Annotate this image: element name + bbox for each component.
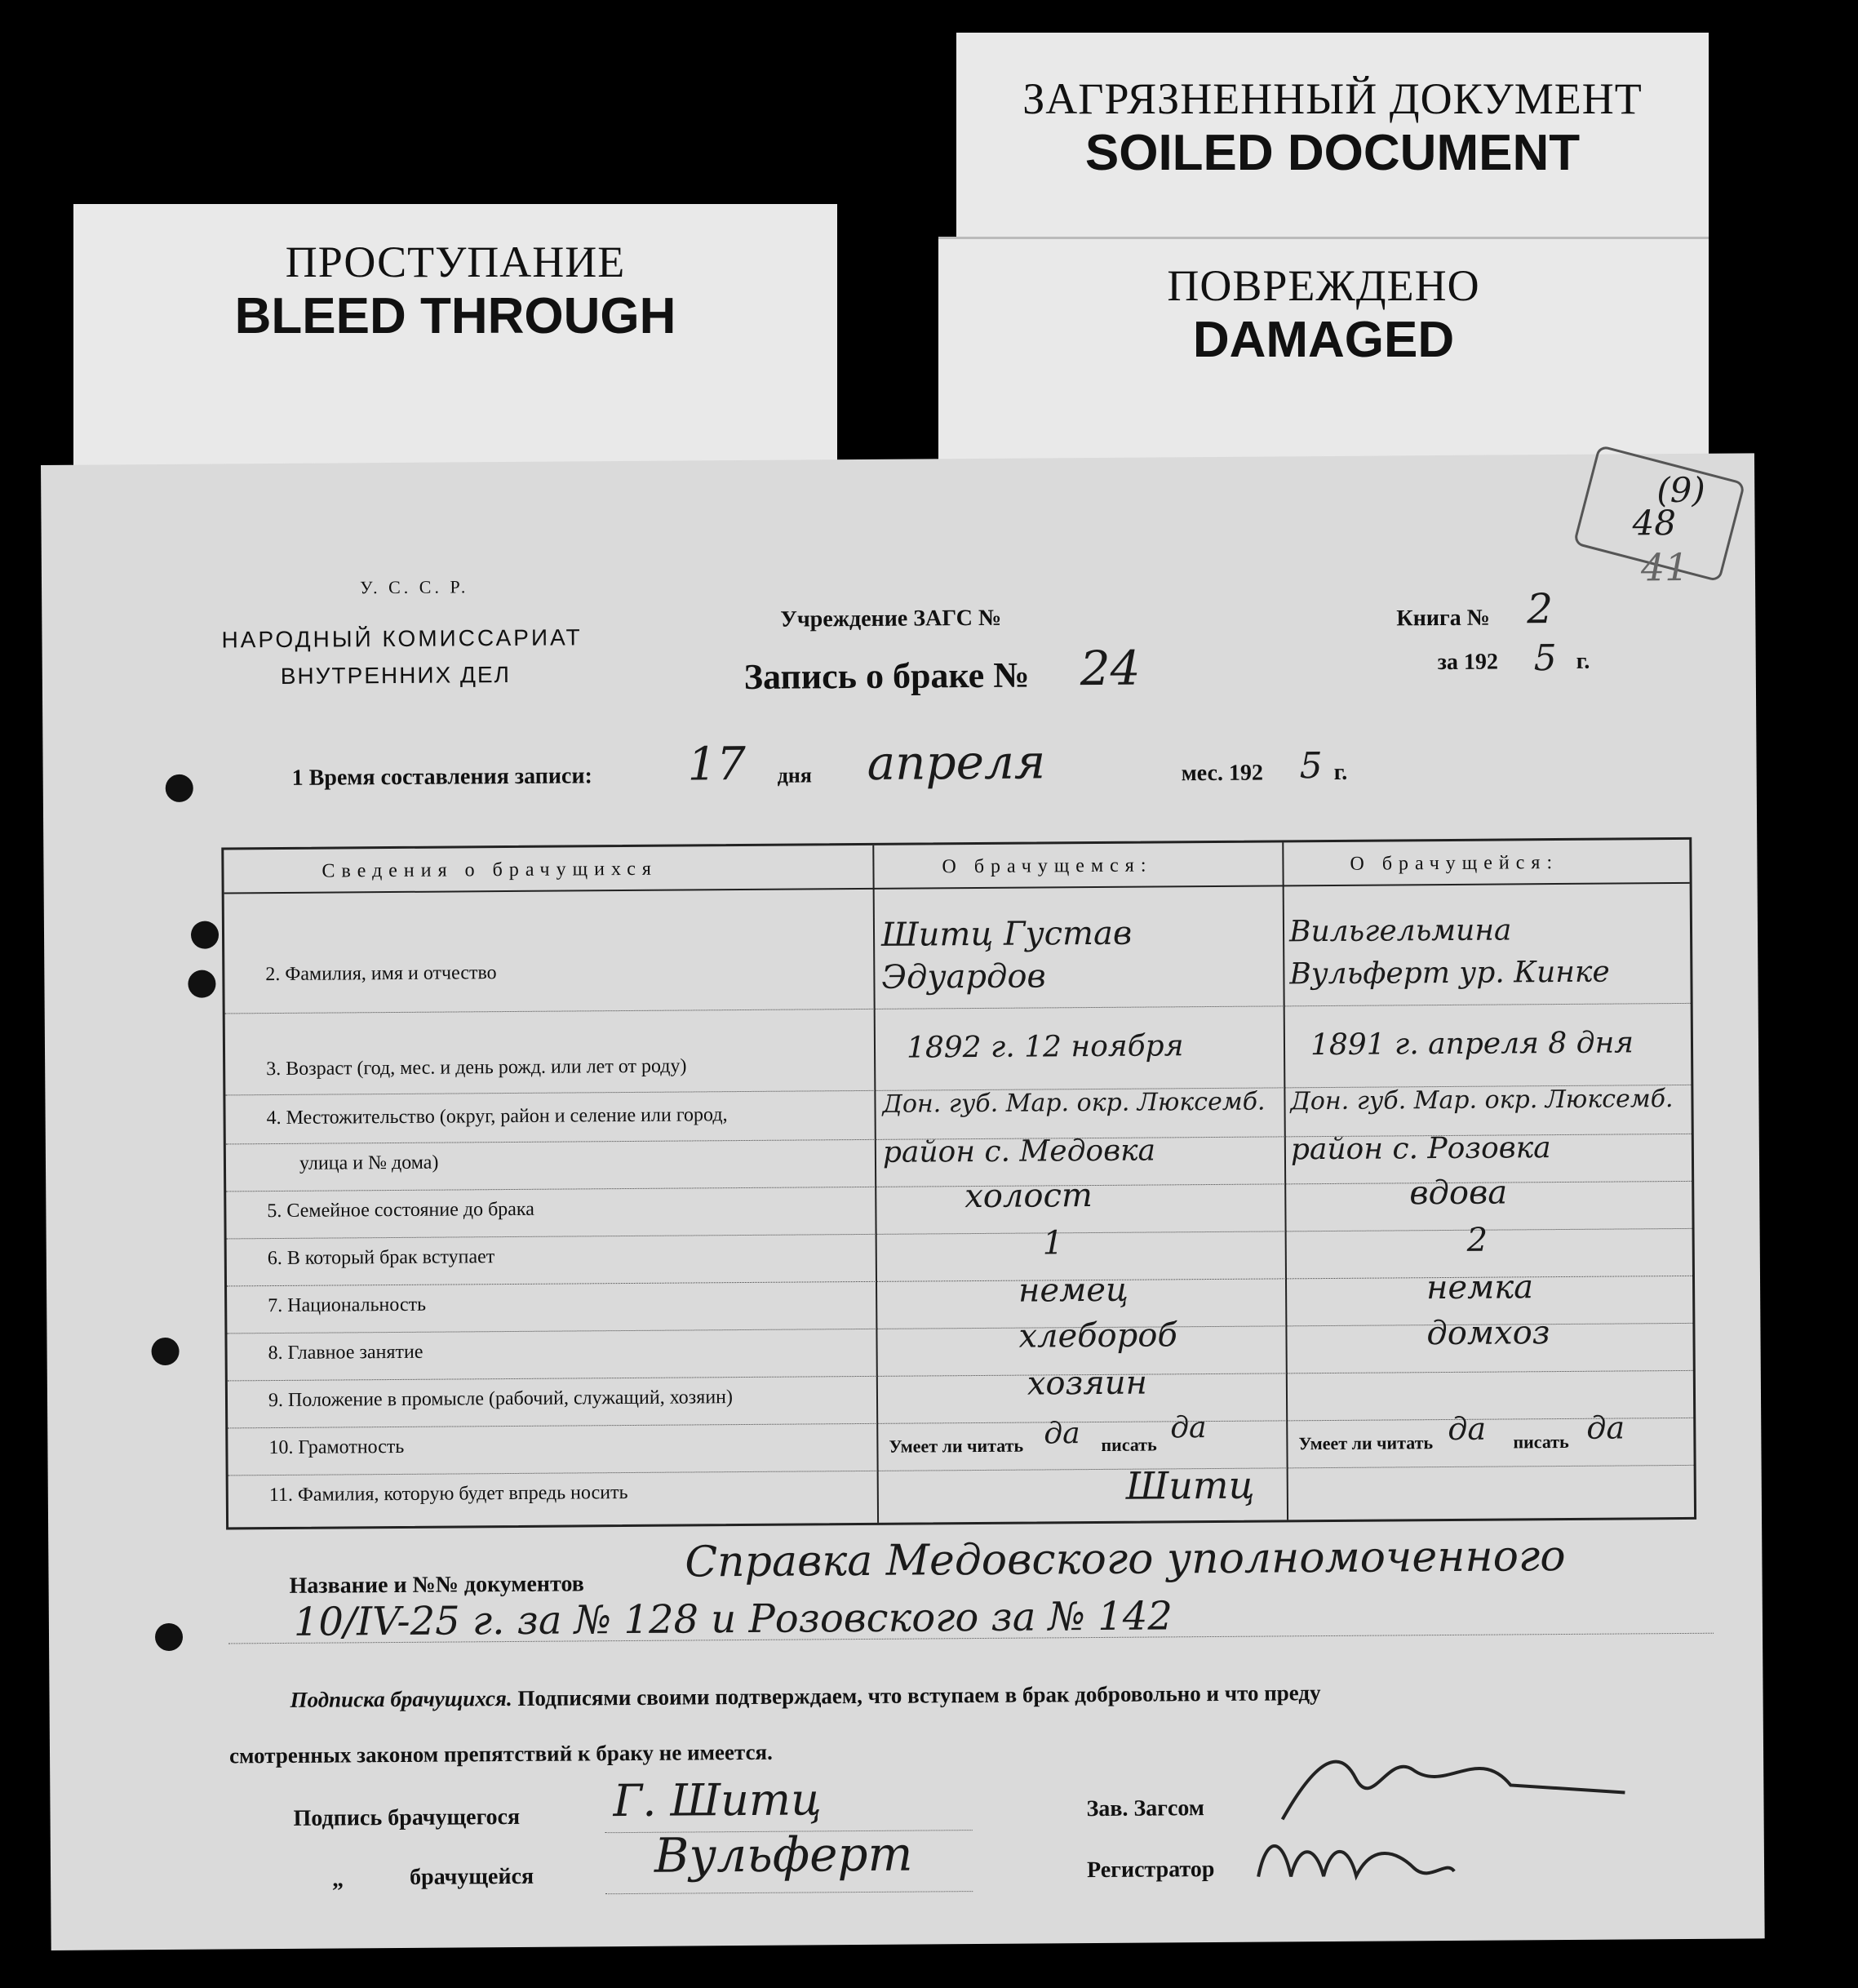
tag-damaged-en: DAMAGED (1192, 312, 1455, 368)
commissariat-line2: ВНУТРЕННИХ ДЕЛ (280, 661, 512, 689)
date-label: 1 Время составления записи: (291, 763, 592, 791)
tag-bleed-en: BLEED THROUGH (234, 288, 676, 344)
registrar-signature-scribble (1250, 1826, 1463, 1901)
punch-hole (188, 970, 215, 998)
date-year-suffix: г. (1333, 759, 1348, 785)
groom-marital: холост (964, 1177, 1093, 1216)
year-digit: 5 (1533, 637, 1557, 680)
row-label: 5. Семейное состояние до брака (267, 1198, 534, 1223)
record-number: 24 (1080, 640, 1141, 697)
bride-signature: Вульферт (654, 1826, 913, 1884)
bride-marriage-count: 2 (1466, 1221, 1488, 1259)
row-label: 2. Фамилия, имя и отчество (265, 962, 497, 986)
tag-damaged-ru: ПОВРЕЖДЕНО (1167, 261, 1480, 310)
bride-sign-quote: „ (331, 1866, 344, 1893)
date-month-suffix: мес. 192 (1181, 760, 1264, 787)
bride-occupation: домхоз (1426, 1314, 1550, 1353)
groom-signature: Г. Шитц (613, 1773, 823, 1827)
signature-rule (605, 1891, 973, 1894)
stamp-number: (9) (1656, 469, 1705, 511)
future-surname: Шитц (1125, 1462, 1255, 1508)
documents-line1: Справка Медовского уполномоченного (685, 1531, 1566, 1587)
row-rule (228, 1370, 1693, 1382)
head-signature-scribble (1266, 1727, 1642, 1835)
punch-hole (191, 921, 219, 948)
row-label: 6. В который брак вступает (267, 1246, 495, 1270)
bride-age: 1891 г. апреля 8 дня (1310, 1026, 1634, 1063)
year-label: за 192 (1437, 649, 1499, 676)
punch-hole (155, 1623, 183, 1651)
head-label: Зав. Загсом (1086, 1795, 1205, 1822)
record-title: Запись о браке № (743, 655, 1030, 697)
table-header-rule (224, 882, 1690, 894)
date-month: апреля (867, 734, 1046, 791)
row-label: 4. Местожительство (округ, район и селение или город, (266, 1104, 728, 1129)
groom-marriage-count: 1 (1042, 1224, 1064, 1262)
row-label: 7. Национальность (268, 1294, 427, 1317)
row-label: 9. Положение в промысле (рабочий, служащий, хозяин) (268, 1387, 734, 1412)
bride-sign-label: брачущейся (409, 1863, 534, 1890)
soiled-document-tag (956, 33, 1709, 261)
date-day: 17 (687, 737, 747, 792)
bride-read: да (1448, 1410, 1487, 1447)
ussr-label: У. С. С. Р. (359, 576, 469, 598)
table-divider (1282, 842, 1288, 1520)
punch-hole (151, 1338, 179, 1365)
bride-name: Вильгельмина Вульферт ур. Кинке (1288, 913, 1610, 992)
bride-nationality: немка (1426, 1268, 1534, 1307)
bride-district: район с. Розовка (1290, 1131, 1551, 1167)
documents-line2: 10/IV-25 г. за № 128 и Розовского за № 142 (293, 1593, 1173, 1645)
groom-read: да (1044, 1417, 1080, 1451)
row-label: 3. Возраст (год, мес. и день рожд. или лет от роду) (266, 1055, 687, 1081)
header-info: Сведения о брачущихся (321, 858, 658, 882)
groom-age: 1892 г. 12 ноября (906, 1029, 1184, 1065)
groom-occupation: хлебороб (1018, 1316, 1177, 1356)
table-divider (872, 845, 879, 1523)
signatures-text: Подписями своими подтверждаем, что вступаем в брак добровольно и что преду (517, 1680, 1321, 1711)
row-rule (225, 1003, 1691, 1014)
groom-residence: Дон. губ. Мар. окр. Люксемб. (882, 1087, 1266, 1119)
damaged-tag (938, 237, 1709, 476)
groom-nationality: немец (1018, 1271, 1129, 1310)
bride-write-label: писать (1513, 1431, 1569, 1453)
groom-sign-label: Подпись брачущегося (293, 1804, 521, 1831)
bride-residence: Дон. губ. Мар. окр. Люксемб. (1290, 1085, 1674, 1116)
row-label: 8. Главное занятие (268, 1341, 423, 1365)
stamp-number: 48 (1632, 503, 1677, 544)
bleed-through-tag (73, 204, 837, 465)
spouses-table (221, 837, 1696, 1530)
groom-district: район с. Медовка (882, 1134, 1156, 1169)
marriage-record-form (41, 453, 1765, 1950)
row-label: 10. Грамотность (268, 1436, 405, 1459)
documents-label: Название и №№ документов (289, 1571, 584, 1599)
commissariat-line1: НАРОДНЫЙ КОМИССАРИАТ (221, 624, 583, 653)
tag-bleed-ru: ПРОСТУПАНИЕ (285, 237, 626, 286)
date-day-suffix: дня (777, 763, 812, 788)
tag-soiled-ru: ЗАГРЯЗНЕННЫЙ ДОКУМЕНТ (1022, 74, 1643, 123)
book-label: Книга № (1396, 605, 1490, 632)
book-number: 2 (1527, 585, 1554, 633)
bride-marital: вдова (1409, 1174, 1508, 1213)
header-bride: О брачущейся: (1350, 852, 1559, 875)
punch-hole (166, 774, 193, 802)
groom-write-label: писать (1101, 1434, 1157, 1455)
row-label: 11. Фамилия, которую будет впредь носить (268, 1482, 628, 1507)
groom-read-label: Умеет ли читать (889, 1435, 1024, 1457)
registrar-label: Регистратор (1086, 1857, 1215, 1884)
institution-label: Учреждение ЗАГС № (780, 605, 1002, 632)
signatures-heading: Подписка брачущихся. (290, 1686, 512, 1712)
tag-soiled-en: SOILED DOCUMENT (1084, 125, 1581, 181)
row-rule (228, 1465, 1694, 1476)
groom-write: да (1170, 1411, 1207, 1445)
header-groom: О брачущемся: (942, 854, 1153, 878)
groom-position: хозяин (1027, 1364, 1148, 1403)
year-suffix: г. (1576, 648, 1590, 674)
stamp-number: 41 (1640, 544, 1689, 590)
bride-write: да (1586, 1409, 1625, 1446)
signatures-text-2: смотренных законом препятствий к браку не имеется. (228, 1739, 773, 1768)
groom-name: Шитц Густав Эдуардов (880, 914, 1133, 996)
bride-read-label: Умеет ли читать (1298, 1432, 1434, 1454)
date-year-digit: 5 (1299, 745, 1323, 788)
row-label: улица и № дома) (299, 1152, 439, 1174)
